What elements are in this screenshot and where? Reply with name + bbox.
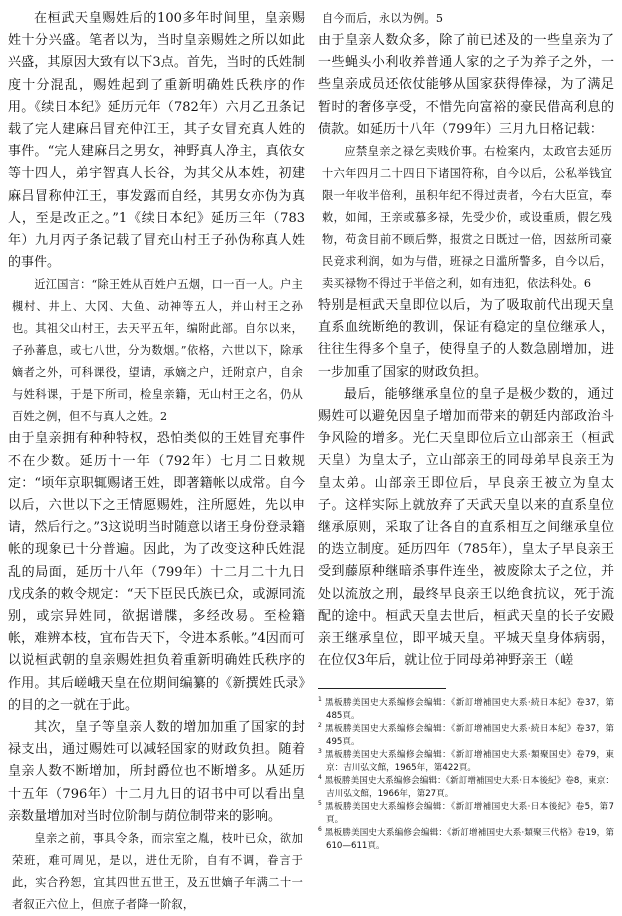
footnote-number: 1 [318,696,322,704]
footnote-number: 2 [318,722,322,730]
quote-imperial-edict-continued: 自今而后，永以为例。5 [322,12,444,25]
footnote-number: 6 [318,826,322,834]
footnote-text: 黑板勝美国史大系编修会编辑：《新訂增補国史大系·類聚三代格》卷19，第610—611頁。 [324,828,615,852]
footnotes [318,697,614,853]
footnote-number: 3 [318,748,322,756]
footnote-text: 黑板勝美国史大系编修会编辑：《新訂增補国史大系·続日本紀》卷37，第485頁。 [324,698,615,722]
footnote-item [318,801,614,827]
paragraph-surname-confusion: 由于皇亲拥有种种特权，恐怕类似的王姓冒充事件不在少数。延历十一年（792年）七月二日敕规定：“顷年京职辄赐诸王姓，即著籍帐以成常。自今以后，六世以下之王情愿赐姓，注所愿姓，先以申请，然后行之。”3这说明当时随意以诸王身份登录籍帐的现象已十分普遍。因此，为了改变这种氏姓混乱的局面，延历十八年（799年）十二月二十九日戊戌条的敕令规定：“天下臣民氏族已众，或源同流别，或宗异姓同，欲据谱牒，多经改易。至检籍帐，难辨本枝，宜布告天下，令进本系帐。”4因而可以说桓武朝的皇亲赐姓担负着重新明确姓氏秩序的作用。其后嵯峨天皇在位期间编纂的《新撰姓氏录》的目的之一就在于此。 [8,431,305,713]
paragraph-kanmu-princes: 特别是桓武天皇即位以后，为了吸取前代出现天皇直系血统断绝的教训，保证有稳定的皇位继承人，往往生得多个皇子，使得皇子的人数急剧增加，进一步加重了国家的财政负担。 [318,298,614,380]
footnote-number: 4 [318,774,322,782]
paragraph-third-reason: 最后，能够继承皇位的皇子是极少数的，通过赐姓可以避免因皇子增加而带来的朝廷内部政治斗争风险的增多。光仁天皇即位后立山部亲王（桓武天皇）为皇太子，立山部亲王的同母弟早良亲王为皇太弟。山部亲王即位后，早良亲王被立为皇太子。这样实际上就放弃了天武天皇以来的直系皇位继承原则，采取了让各自的直系相互之间继承皇位的迭立制度。延历四年（785年），皇太子早良亲王受到藤原种继暗杀事件连坐，被废除太子之位，并处以流放之刑，最终早良亲王以绝食抗议，死于流配的途中。桓武天皇去世后，桓武天皇的长子安殿亲王继承皇位，即平城天皇。平城天皇身体病弱，在位仅3年后，就让位于同母弟神野亲王（嵯 [318,386,614,669]
footnote-text: 黑板勝美国史大系编修会编辑：《新訂增補国史大系·続日本紀》卷37，第495頁。 [324,724,615,748]
footnote-number: 5 [318,800,322,808]
paragraph-second-reason: 其次，皇子等皇亲人数的增加加重了国家的封禄支出，通过赐姓可以减轻国家的财政负担。随着皇亲人数不断增加，所封爵位也不断增多。从延历十五年（796年）十二月九日的诏书中可以看出皇亲数量增加对当时位阶制与荫位制带来的影响。 [8,720,305,824]
quote-stipend-regulation: 应禁皇亲之禄乞卖贱价事。右检案内，太政官去延历十六年四月二十四日下诸国符称，自今以后，公私举钱宜限一年收半倍利，虽积年纪不得过责者，今右大臣宣，奉敕，如闻，王亲或慕多禄，先受少价，或设重质，假乞残物，苟贪目前不顾后弊，报赏之日既过一倍，因兹所司豪民竞求利润，如为与借，班禄之日滥所警多，自今以后，卖买禄物不得过于半倍之利，如有违犯，依法科处。6 [322,145,612,291]
footnote-item [318,697,614,723]
footnote-item [318,749,614,775]
right-column [318,8,614,853]
footnote-item [318,775,614,801]
footnote-item [318,827,614,853]
footnote-item [318,723,614,749]
left-column [8,8,305,916]
footnote-text: 黑板勝美国史大系编修会编辑：《新訂增補国史大系·日本後紀》卷8，東京：吉川弘文館，1966年，第27頁。 [324,776,615,800]
quote-imperial-edict: 皇亲之前，事具令条，而宗室之胤，枝叶已众，欲加荣班，难可周见，是以，进仕无阶，自有不调，眷言于此，实合矜恕，宜其四世五世王，及五世嫡子年满二十一者叙正六位上，但庶子者降一阶叙， [12,832,303,912]
quote-omi-province: 近江国言：“除王姓从百姓户五烟，口一百一人。户主槻村、井上、大冈、大鱼、动神等五人，并山村王之孙也。其祖父山村王，去天平五年，编附此部。自尔以来，子孙蕃息，或七八世，分为数烟。”依格，六世以下，除承嫡者之外，可科课役，望请，承嫡之户，迁附京户，自余与姓科课，于是下所司，检皇亲籍，无山村王之名，仍从百姓之例，但不与真人之姓。2 [12,278,303,424]
footnote-text: 黑板勝美国史大系编修会编辑：《新訂增補国史大系·日本後紀》卷5，第7頁。 [324,802,614,826]
paragraph-reasons-intro: 在桓武天皇赐姓后的100多年时间里，皇亲赐姓十分兴盛。笔者以为，当时皇亲赐姓之所以如此兴盛，其原因大致有以下3点。首先，当时的氏姓制度十分混乱，赐姓起到了重新明确姓氏秩序的作用。《续日本纪》延历元年（782年）六月乙丑条记载了完人建麻吕冒充仲江王，其子女冒充真人姓的事件。“完人建麻吕之男女，神野真人净主，真依女等十四人，弟宇智真人长谷，为其父从本姓，初建麻吕冒称仲江王，事发露而自经，其男女亦伪为真人，至是改正之。”1《续日本纪》延历三年（783年）九月丙子条记载了冒充山村王子孙伪称真人姓的事件。 [8,11,305,271]
paragraph-royal-debts: 由于皇亲人数众多，除了前已述及的一些皇亲为了一些蝇头小利收养普通人家的之子为养子之外，一些皇亲成员还依仗能够从国家获得俸禄，为了满足暂时的奢侈享受，不惜先向富裕的豪民借高利息的债款。如延历十八年（799年）三月九日格记载： [318,33,614,137]
footnote-text: 黑板勝美国史大系编修会编辑：《新訂增補国史大系·類聚国史》卷79，東京：吉川弘文館，1965年，第422頁。 [324,750,615,774]
footnote-divider [318,688,446,689]
